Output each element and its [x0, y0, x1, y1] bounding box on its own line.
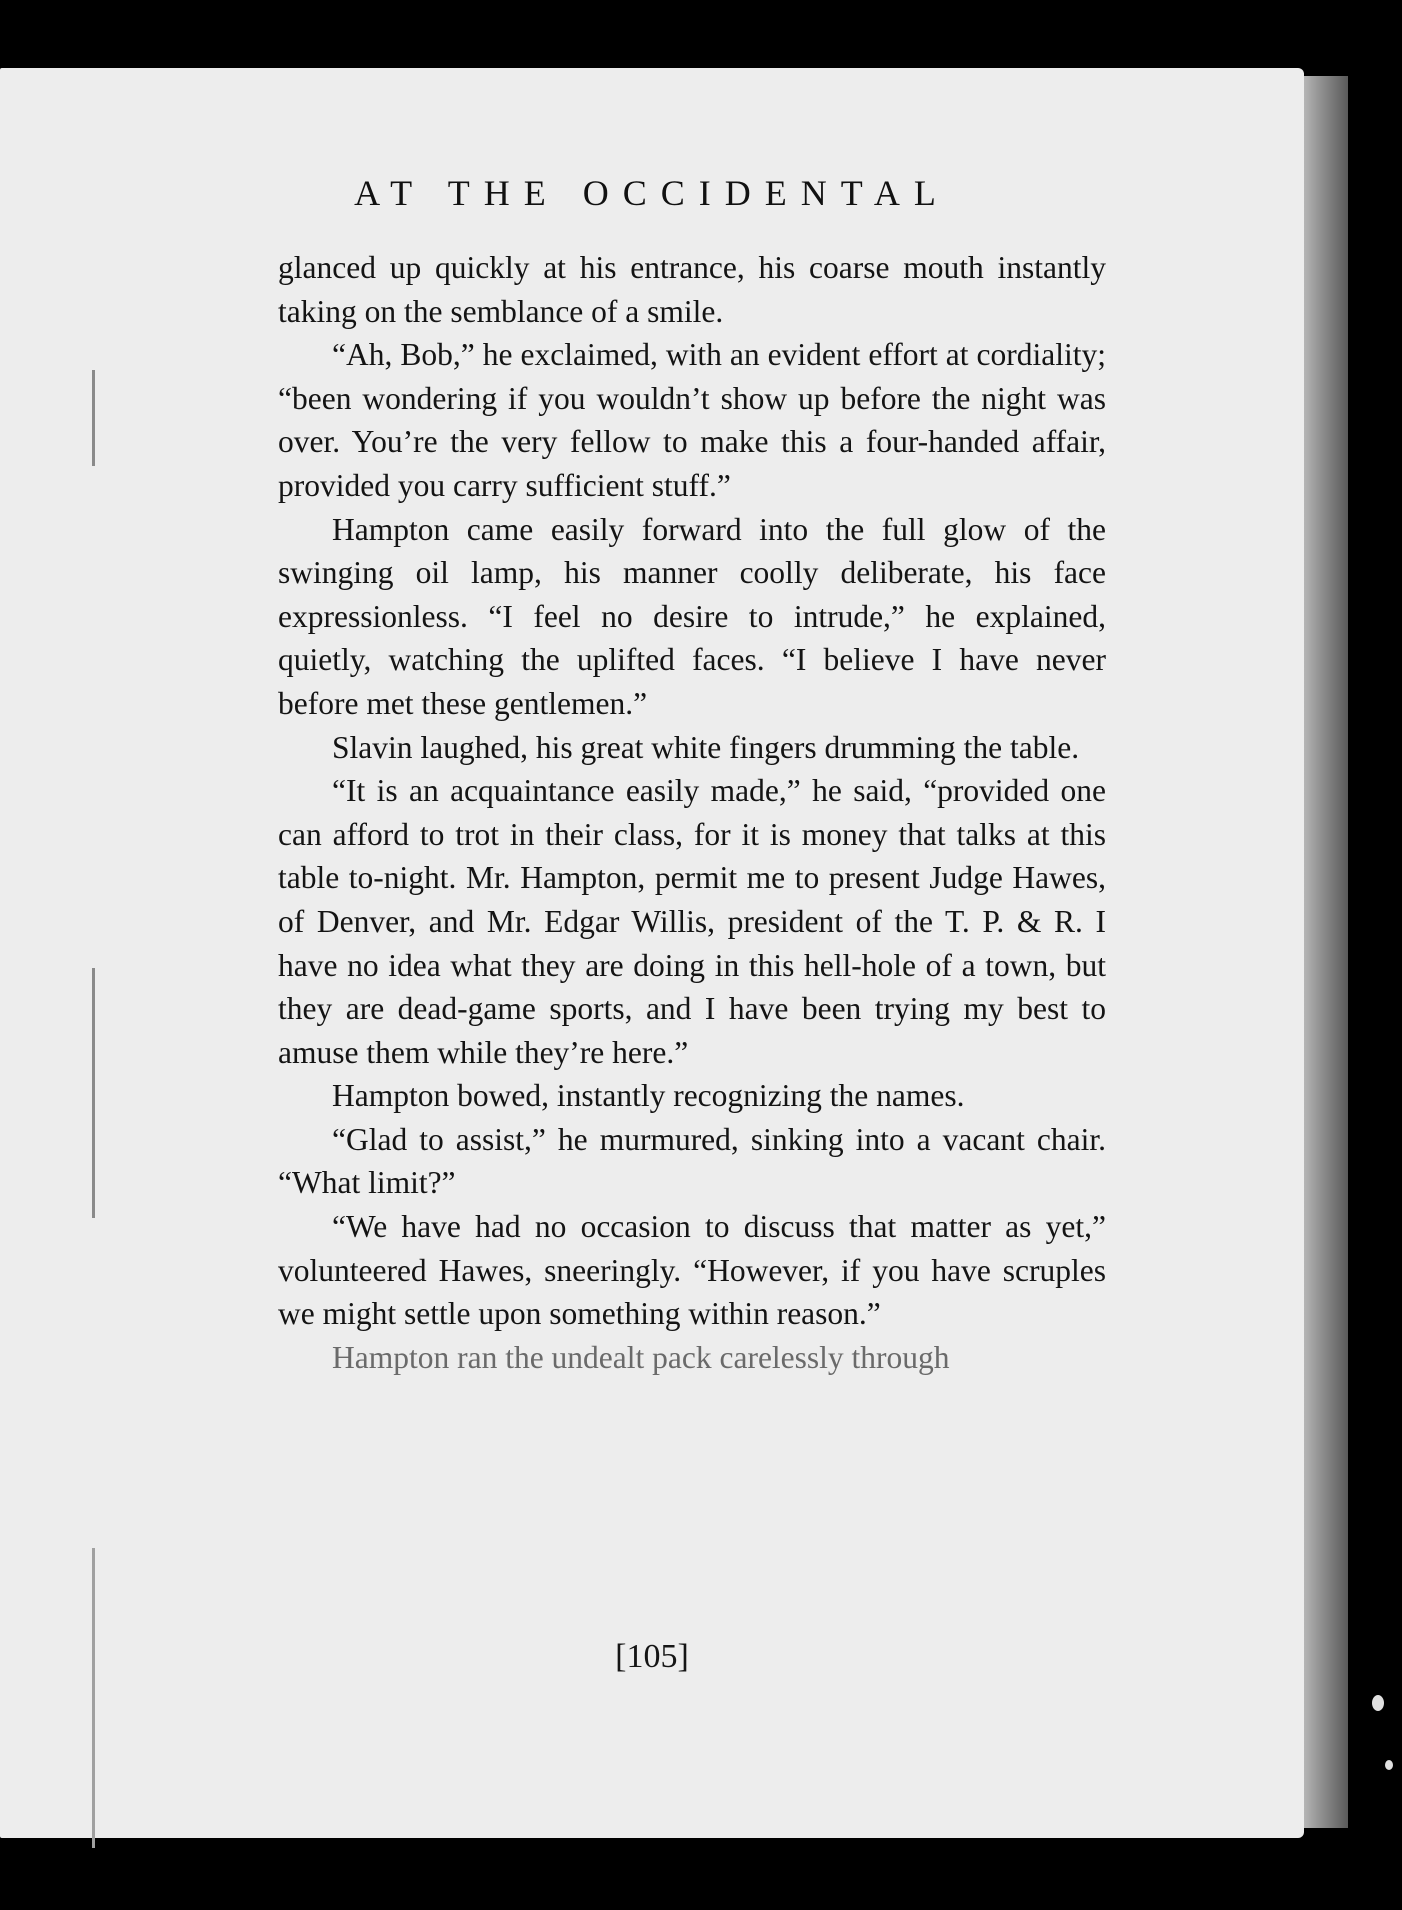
- running-header: AT THE OCCIDENTAL: [354, 173, 950, 213]
- paragraph: Hampton ran the undealt pack carelessly through: [332, 1339, 950, 1375]
- paragraph: glanced up quickly at his entrance, his coarse mouth instantly taking on the semblance of a smile.: [278, 250, 1106, 329]
- gutter-mark: [92, 1548, 95, 1848]
- paragraph: “We have had no occasion to discuss that matter as yet,” volunteered Hawes, sneeringly. “However, if you have scruples we might settle upon something within reason.”: [278, 1209, 1106, 1332]
- paragraph: Hampton bowed, instantly recognizing the names.: [332, 1078, 965, 1114]
- paragraph: “Glad to assist,” he murmured, sinking into a vacant chair. “What limit?”: [278, 1121, 1106, 1201]
- scan-speck: [1385, 1760, 1393, 1770]
- page-number: [105]: [615, 1638, 689, 1675]
- paragraph: “Ah, Bob,” he exclaimed, with an evident effort at cordiality; “been wondering if you wouldn’t show up before the night was over. You’re the very fellow to make this a four-handed affair, provided you carry sufficient stuff.”: [278, 337, 1106, 503]
- gutter-mark: [92, 968, 95, 1218]
- paragraph: Slavin laughed, his great white fingers drumming the table.: [332, 729, 1080, 765]
- paragraph: Hampton came easily forward into the full glow of the swinging oil lamp, his manner coolly deliberate, his face expressionless. “I feel no desire to intrude,” he explained, quietly, watching the uplifted faces. “I believe I have never before met these gentlemen.”: [278, 511, 1106, 721]
- body-text: [278, 246, 1106, 1379]
- paragraph: “It is an acquaintance easily made,” he said, “provided one can afford to trot in their class, for it is money that talks at this table to-night. Mr. Hampton, permit me to present Judge Hawes, of Denver, and Mr. Edgar Willis, president of the T. P. & R. I have no idea what they are doing in this hell-hole of a town, but they are dead-game sports, and I have been trying my best to amuse them while they’re here.”: [278, 773, 1106, 1070]
- scan-speck: [1372, 1695, 1384, 1711]
- gutter-mark: [92, 370, 95, 466]
